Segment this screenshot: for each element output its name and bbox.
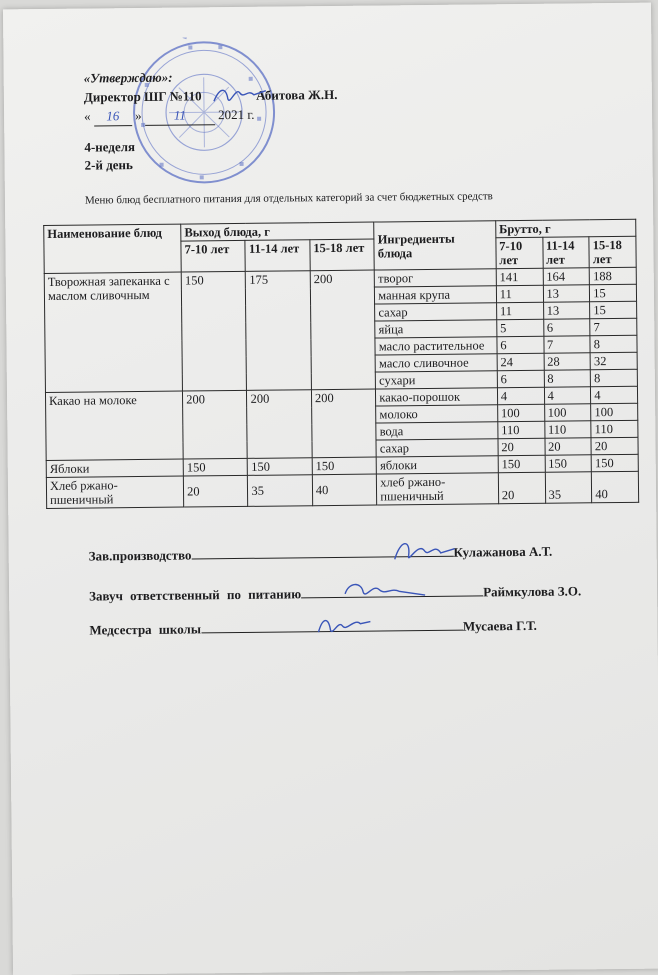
ingredient-brutto: 15 [590,284,637,301]
ingredient-brutto: 13 [543,302,590,319]
signature-deputy-icon [339,575,429,606]
ingredient-brutto: 28 [544,353,591,370]
signature-line [89,618,536,639]
ingredient-name: вода [376,422,498,440]
date-year: 2021 г. [217,106,255,123]
ingredient-brutto: 6 [543,319,590,336]
date-day: 16 [94,106,132,126]
menu-table [43,219,639,509]
ingredient-brutto: 150 [591,454,638,471]
ingredient-brutto: 110 [544,421,591,438]
ingredient-brutto: 4 [544,387,591,404]
ingredient-brutto: 11 [496,302,543,319]
signature-role: Завуч ответственный по питанию [89,586,302,604]
dish-name: Яблоки [46,459,183,477]
director-name: Абитова Ж.Н. [256,86,338,103]
dish-output: 200 [311,389,376,458]
header-brutto: Брутто, г [495,219,635,237]
ingredient-brutto: 24 [497,353,544,370]
dish-output: 200 [310,270,376,390]
director-title: Директор ШГ №110 [83,88,202,105]
dish-output: 150 [248,458,313,476]
header-output-age: 15-18 лет [310,239,375,271]
ingredient-name: манная крупа [375,286,497,304]
ingredient-brutto: 100 [497,404,544,421]
ingredient-name: яйца [375,320,497,338]
dish-output: 150 [181,271,247,391]
schedule-block [84,138,135,175]
ingredient-brutto: 7 [590,318,637,335]
ingredient-brutto: 6 [497,336,544,353]
ingredient-brutto: 35 [545,472,592,503]
ingredient-name: сахар [376,439,498,457]
header-dish: Наименование блюд [44,224,182,273]
week-label: 4-неделя [84,139,136,155]
ingredient-brutto: 20 [544,438,591,455]
date-month: 11 [145,105,215,126]
ingredient-brutto: 4 [497,387,544,404]
signature-line [89,583,581,604]
header-ingredients: Ингредиенты блюда [374,221,496,270]
ingredient-brutto: 100 [544,404,591,421]
ingredient-brutto: 8 [590,335,637,352]
dish-output: 150 [183,458,248,476]
ingredient-brutto: 5 [497,319,544,336]
dish-output: 175 [246,271,312,391]
header-output-age: 11-14 лет [245,240,310,272]
signature-role: Зав.производство [88,547,192,564]
header-brutto-age: 15-18 лет [589,236,636,267]
ingredient-brutto: 100 [591,403,638,420]
ingredient-brutto: 20 [498,438,545,455]
signature-name: Раймкулова З.О. [483,583,582,600]
ingredient-name: молоко [376,405,498,423]
document-page [3,3,658,975]
header-brutto-age: 11-14 лет [542,237,589,268]
ingredient-brutto: 110 [498,421,545,438]
dish-name: Какао на молоке [45,391,183,460]
header-output: Выход блюда, г [181,222,374,241]
ingredient-name: сахар [375,303,497,321]
day-label: 2-й день [84,157,133,173]
signature-nurse-icon [314,610,374,641]
menu-table-body [44,267,638,508]
ingredient-brutto: 8 [544,370,591,387]
ingredient-name: хлеб ржано-пшеничный [377,473,499,505]
dish-output: 35 [248,475,313,507]
signature-name: Мусаева Г.Т. [462,617,537,634]
ingredient-brutto: 150 [498,455,545,472]
ingredient-brutto: 11 [496,285,543,302]
dish-output: 150 [312,457,377,475]
menu-title: Меню блюд бесплатного питания для отдельных категорий за счет бюджетных средств [84,190,493,207]
signature-line [89,544,553,565]
ingredient-brutto: 40 [592,471,639,502]
ingredient-name: яблоки [376,456,498,474]
header-brutto-age: 7-10 лет [496,237,543,268]
date-quote-open: « [84,108,91,124]
dish-output: 200 [247,390,312,459]
dish-output: 40 [312,474,377,506]
ingredient-brutto: 13 [543,285,590,302]
ingredient-name: масло сливочное [375,354,497,372]
ingredient-brutto: 141 [496,268,543,285]
dish-name: Хлеб ржано-пшеничный [46,476,183,508]
dish-name: Творожная запеканка с маслом сливочным [44,272,182,392]
ingredient-brutto: 8 [591,369,638,386]
ingredient-name: какао-порошок [376,388,498,406]
director-signature-icon [210,81,270,110]
dish-output: 200 [183,390,248,459]
signature-role: Медсестра школы [89,621,202,638]
ingredient-brutto: 4 [591,386,638,403]
ingredient-brutto: 110 [591,420,638,437]
dish-output: 20 [183,475,248,507]
header-output-age: 7-10 лет [181,240,246,272]
ingredient-name: творог [374,269,496,287]
signature-name: Кулажанова А.Т. [453,543,553,560]
signature-production-icon [388,535,458,570]
ingredient-brutto: 164 [543,268,590,285]
ingredient-brutto: 20 [498,472,545,503]
ingredient-brutto: 150 [545,455,592,472]
ingredient-brutto: 15 [590,301,637,318]
ingredient-brutto: 32 [590,352,637,369]
approval-title: «Утверждаю»: [83,69,173,86]
date-quote-close: » [134,107,142,124]
ingredient-brutto: 20 [591,437,638,454]
ingredient-name: сухари [376,371,498,389]
ingredient-brutto: 188 [589,267,636,284]
ingredient-brutto: 6 [497,370,544,387]
ingredient-name: масло растительное [375,337,497,355]
ingredient-brutto: 7 [543,336,590,353]
table-row [46,471,638,508]
